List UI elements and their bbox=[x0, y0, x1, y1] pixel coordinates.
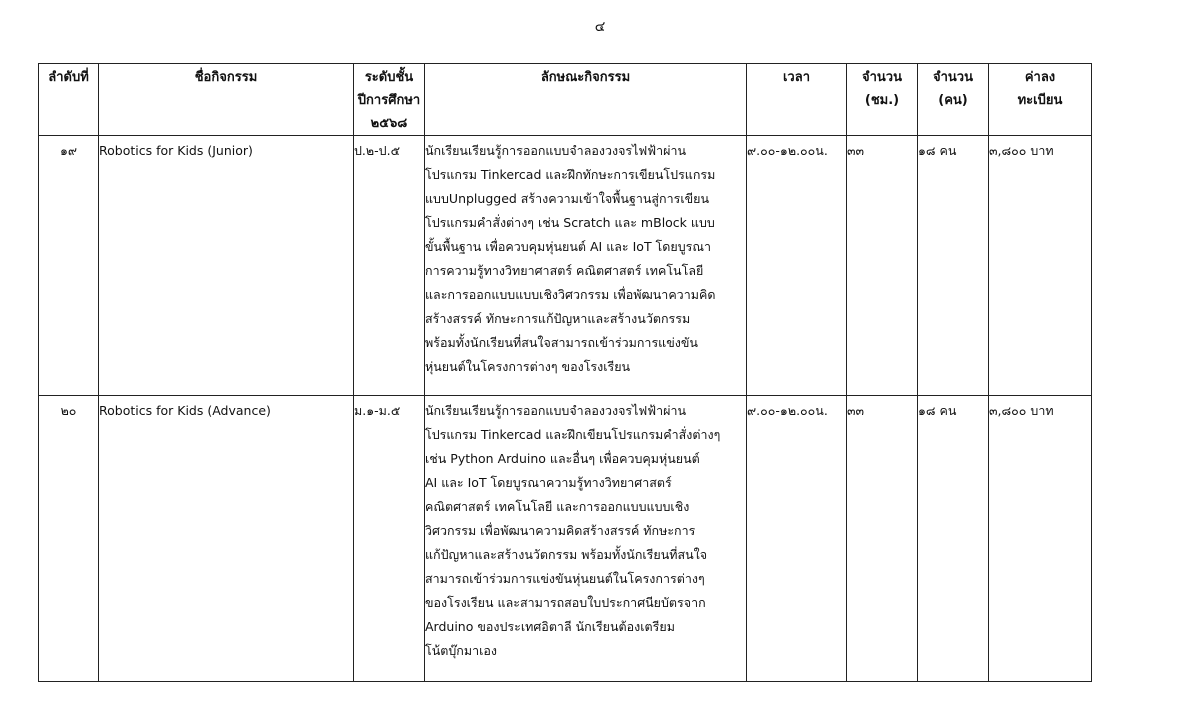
description-line: พร้อมทั้งนักเรียนที่สนใจสามารถเข้าร่วมการแข่งขัน bbox=[425, 335, 698, 350]
cell-level: ม.๑-ม.๕ bbox=[354, 396, 425, 682]
header-hours-line: (ชม.) bbox=[864, 93, 900, 108]
description-line: โปรแกรม Tinkercad และฝึกทักษะการเขียนโปรแกรม bbox=[425, 167, 716, 182]
cell-no: ๑๙ bbox=[39, 136, 99, 396]
header-level-line: ระดับชั้น bbox=[364, 70, 414, 85]
description-line: การความรู้ทางวิทยาศาสตร์ คณิตศาสตร์ เทคโนโลยี bbox=[425, 263, 704, 278]
header-level-line: ปีการศึกษา bbox=[357, 93, 421, 108]
description-line: โปรแกรมคำสั่งต่างๆ เช่น Scratch และ mBlock แบบ bbox=[425, 215, 715, 230]
header-people bbox=[918, 64, 989, 136]
description-line: สามารถเข้าร่วมการแข่งขันหุ่นยนต์ในโครงการต่างๆ bbox=[425, 571, 705, 586]
header-level bbox=[354, 64, 425, 136]
cell-activity-name: Robotics for Kids (Junior) bbox=[99, 136, 354, 396]
description-line: สร้างสรรค์ ทักษะการแก้ปัญหาและสร้างนวัตกรรม bbox=[425, 311, 691, 326]
cell-fee: ๓,๘๐๐ บาท bbox=[989, 396, 1092, 682]
description-line: นักเรียนเรียนรู้การออกแบบจำลองวงจรไฟฟ้าผ่าน bbox=[425, 143, 687, 158]
description-line: และการออกแบบแบบเชิงวิศวกรรม เพื่อพัฒนาความคิด bbox=[425, 287, 716, 302]
page-number: ๔ bbox=[594, 19, 606, 35]
description-line: ของโรงเรียน และสามารถสอบใบประกาศนียบัตรจาก bbox=[425, 595, 706, 610]
cell-level: ป.๒-ป.๕ bbox=[354, 136, 425, 396]
cell-hours: ๓๓ bbox=[847, 396, 918, 682]
activity-table bbox=[38, 63, 1092, 682]
cell-people: ๑๘ คน bbox=[918, 396, 989, 682]
header-level-line: ๒๕๖๘ bbox=[370, 116, 408, 131]
header-people-line: จำนวน bbox=[933, 70, 973, 85]
cell-time: ๙.๐๐-๑๒.๐๐น. bbox=[747, 136, 847, 396]
description-line: วิศวกรรม เพื่อพัฒนาความคิดสร้างสรรค์ ทักษะการ bbox=[425, 523, 696, 538]
description-line: แก้ปัญหาและสร้างนวัตกรรม พร้อมทั้งนักเรียนที่สนใจ bbox=[425, 547, 708, 562]
cell-description bbox=[425, 136, 747, 396]
cell-people: ๑๘ คน bbox=[918, 136, 989, 396]
cell-hours: ๓๓ bbox=[847, 136, 918, 396]
cell-no: ๒๐ bbox=[39, 396, 99, 682]
description-line: โน้ตบุ๊กมาเอง bbox=[425, 643, 498, 658]
header-fee-line: ทะเบียน bbox=[1017, 93, 1063, 108]
header-time: เวลา bbox=[747, 64, 847, 136]
header-people-line: (คน) bbox=[938, 93, 968, 108]
cell-time: ๙.๐๐-๑๒.๐๐น. bbox=[747, 396, 847, 682]
description-line: Arduino ของประเทศอิตาลี นักเรียนต้องเตรียม bbox=[425, 619, 675, 634]
description-line: หุ่นยนต์ในโครงการต่างๆ ของโรงเรียน bbox=[425, 359, 631, 374]
table-row bbox=[39, 136, 1092, 396]
description-line: นักเรียนเรียนรู้การออกแบบจำลองวงจรไฟฟ้าผ่าน bbox=[425, 403, 687, 418]
table-row bbox=[39, 396, 1092, 682]
header-fee-line: ค่าลง bbox=[1024, 70, 1056, 85]
header-hours bbox=[847, 64, 918, 136]
header-hours-line: จำนวน bbox=[862, 70, 902, 85]
header-name: ชื่อกิจกรรม bbox=[99, 64, 354, 136]
cell-description bbox=[425, 396, 747, 682]
description-line: เช่น Python Arduino และอื่นๆ เพื่อควบคุมหุ่นยนต์ bbox=[425, 451, 700, 466]
description-line: ขั้นพื้นฐาน เพื่อควบคุมหุ่นยนต์ AI และ IoT โดยบูรณา bbox=[425, 239, 711, 254]
header-description: ลักษณะกิจกรรม bbox=[425, 64, 747, 136]
header-fee bbox=[989, 64, 1092, 136]
description-line: โปรแกรม Tinkercad และฝึกเขียนโปรแกรมคำสั่งต่างๆ bbox=[425, 427, 721, 442]
table-header-row bbox=[39, 64, 1092, 136]
header-no: ลำดับที่ bbox=[39, 64, 99, 136]
cell-fee: ๓,๘๐๐ บาท bbox=[989, 136, 1092, 396]
description-line: แบบUnplugged สร้างความเข้าใจพื้นฐานสู่การเขียน bbox=[425, 191, 710, 206]
description-line: AI และ IoT โดยบูรณาความรู้ทางวิทยาศาสตร์ bbox=[425, 475, 672, 490]
description-line: คณิตศาสตร์ เทคโนโลยี และการออกแบบแบบเชิง bbox=[425, 499, 690, 514]
cell-activity-name: Robotics for Kids (Advance) bbox=[99, 396, 354, 682]
